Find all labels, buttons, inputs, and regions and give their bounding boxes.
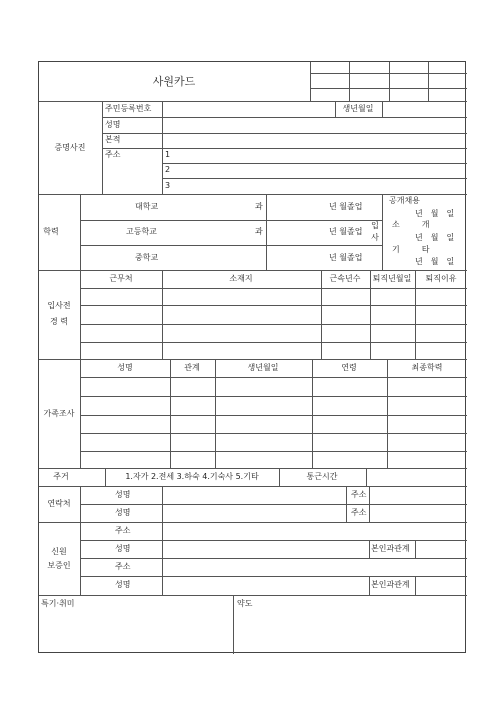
family-education-header: 최종학력 — [411, 363, 443, 372]
residence-label: 주거 — [53, 472, 69, 481]
guarantor-address-label: 주소 — [115, 526, 131, 535]
col-line — [80, 194, 81, 468]
other-label: 기타 — [392, 245, 452, 254]
resident-no-label: 주민등록번호 — [105, 104, 152, 113]
address-label: 주소 — [105, 150, 121, 159]
section-line — [39, 270, 467, 271]
contact-label: 연락처 — [47, 499, 71, 508]
page-title: 사원카드 — [152, 75, 196, 88]
residence-options: 1.자가 2.전세 3.하숙 4.기숙사 5.기타 — [125, 472, 259, 481]
guarantor-label-b: 보증인 — [47, 561, 71, 570]
leave-reason-header: 퇴직이유 — [425, 274, 457, 283]
col-line — [382, 101, 383, 117]
graduation-label: 년 월졸업 — [329, 202, 363, 211]
col-line — [321, 270, 322, 359]
family-name-header: 성명 — [117, 363, 133, 372]
row-line — [80, 504, 467, 505]
public-hire-label: 공개채용 — [389, 196, 420, 205]
row-line — [80, 451, 467, 452]
origin-label: 본적 — [105, 135, 121, 144]
guarantor-name-label: 성명 — [115, 580, 131, 589]
row-line — [80, 396, 467, 397]
family-label: 가족조사 — [43, 409, 75, 418]
leave-date-header: 퇴직년월일 — [372, 274, 412, 283]
hobby-label: 특기·취미 — [41, 599, 75, 608]
section-line — [39, 486, 467, 487]
col-line — [80, 486, 81, 595]
section-line — [39, 194, 467, 195]
section-line — [39, 359, 467, 360]
address-line-2: 2 — [165, 165, 171, 174]
col-line — [369, 486, 370, 522]
education-label: 학력 — [43, 227, 59, 236]
family-relation-header: 관계 — [184, 363, 200, 372]
high-school-label: 고등학교 — [126, 227, 157, 236]
address-line-1: 1 — [165, 150, 171, 159]
col-line — [233, 595, 234, 654]
guarantor-label-a: 신원 — [51, 547, 67, 556]
row-line — [162, 178, 467, 179]
location-header: 소재지 — [229, 274, 253, 283]
referral-label: 소개 — [392, 220, 452, 229]
row-line — [80, 558, 467, 559]
col-line — [415, 270, 416, 359]
graduation-label: 년 월졸업 — [329, 227, 363, 236]
row-line — [102, 133, 467, 134]
col-line — [415, 576, 416, 595]
header-col-line — [310, 62, 311, 101]
col-line — [162, 101, 163, 194]
address-line-3: 3 — [165, 181, 171, 190]
section-line — [39, 468, 467, 469]
birth-label: 생년월일 — [342, 104, 374, 113]
row-line — [80, 288, 467, 289]
row-line — [102, 148, 467, 149]
row-line — [80, 377, 467, 378]
row-line — [80, 324, 467, 325]
contact-address-label: 주소 — [351, 490, 367, 499]
row-line — [80, 433, 467, 434]
dept-label: 과 — [255, 202, 263, 211]
family-age-header: 연령 — [341, 363, 357, 372]
col-line — [369, 540, 370, 558]
commute-label: 통근시간 — [306, 472, 338, 481]
col-line — [312, 359, 313, 468]
row-line — [102, 117, 467, 118]
col-line — [162, 486, 163, 595]
section-line — [39, 101, 467, 102]
guarantor-name-label: 성명 — [115, 544, 131, 553]
header-col-line — [389, 62, 390, 101]
university-label: 대학교 — [135, 202, 159, 211]
middle-school-label: 중학교 — [135, 253, 159, 262]
col-line — [335, 101, 336, 117]
guarantor-relation-label: 본인과관계 — [371, 544, 410, 553]
row-line — [80, 342, 467, 343]
col-line — [170, 359, 171, 468]
col-line — [387, 359, 388, 468]
date-label: 년월일 — [415, 257, 463, 266]
map-label: 약도 — [237, 599, 253, 608]
header-col-line — [428, 62, 429, 101]
row-line — [80, 540, 467, 541]
col-line — [382, 194, 383, 270]
col-line — [102, 101, 103, 194]
row-line — [162, 163, 467, 164]
employee-card-form — [38, 61, 466, 653]
col-line — [215, 359, 216, 468]
contact-name-label: 성명 — [115, 490, 131, 499]
years-header: 근속년수 — [329, 274, 361, 283]
col-line — [279, 468, 280, 486]
guarantor-address-label: 주소 — [115, 562, 131, 571]
name-label: 성명 — [105, 120, 121, 129]
col-line — [162, 270, 163, 359]
date-label: 년월일 — [415, 209, 463, 218]
guarantor-relation-label: 본인과관계 — [371, 580, 410, 589]
col-line — [266, 194, 267, 270]
section-line — [39, 595, 467, 596]
col-line — [346, 486, 347, 522]
career-label-b: 경 력 — [50, 317, 68, 326]
photo-label: 증명사진 — [54, 143, 86, 152]
family-birth-header: 생년월일 — [247, 363, 279, 372]
row-line — [80, 576, 467, 577]
col-line — [370, 270, 371, 359]
row-line — [80, 245, 382, 246]
section-line — [39, 522, 467, 523]
col-line — [366, 468, 367, 486]
col-line — [105, 468, 106, 486]
graduation-label: 년 월졸업 — [329, 253, 363, 262]
workplace-header: 근무처 — [109, 274, 133, 283]
entry-label: 입사 — [371, 221, 379, 242]
col-line — [369, 576, 370, 595]
row-line — [80, 220, 382, 221]
contact-address-label: 주소 — [351, 508, 367, 517]
career-label-a: 입사전 — [47, 301, 71, 310]
row-line — [80, 415, 467, 416]
contact-name-label: 성명 — [115, 508, 131, 517]
col-line — [415, 540, 416, 558]
date-label: 년월일 — [415, 233, 463, 242]
header-col-line — [349, 62, 350, 101]
row-line — [80, 305, 467, 306]
dept-label: 과 — [255, 227, 263, 236]
